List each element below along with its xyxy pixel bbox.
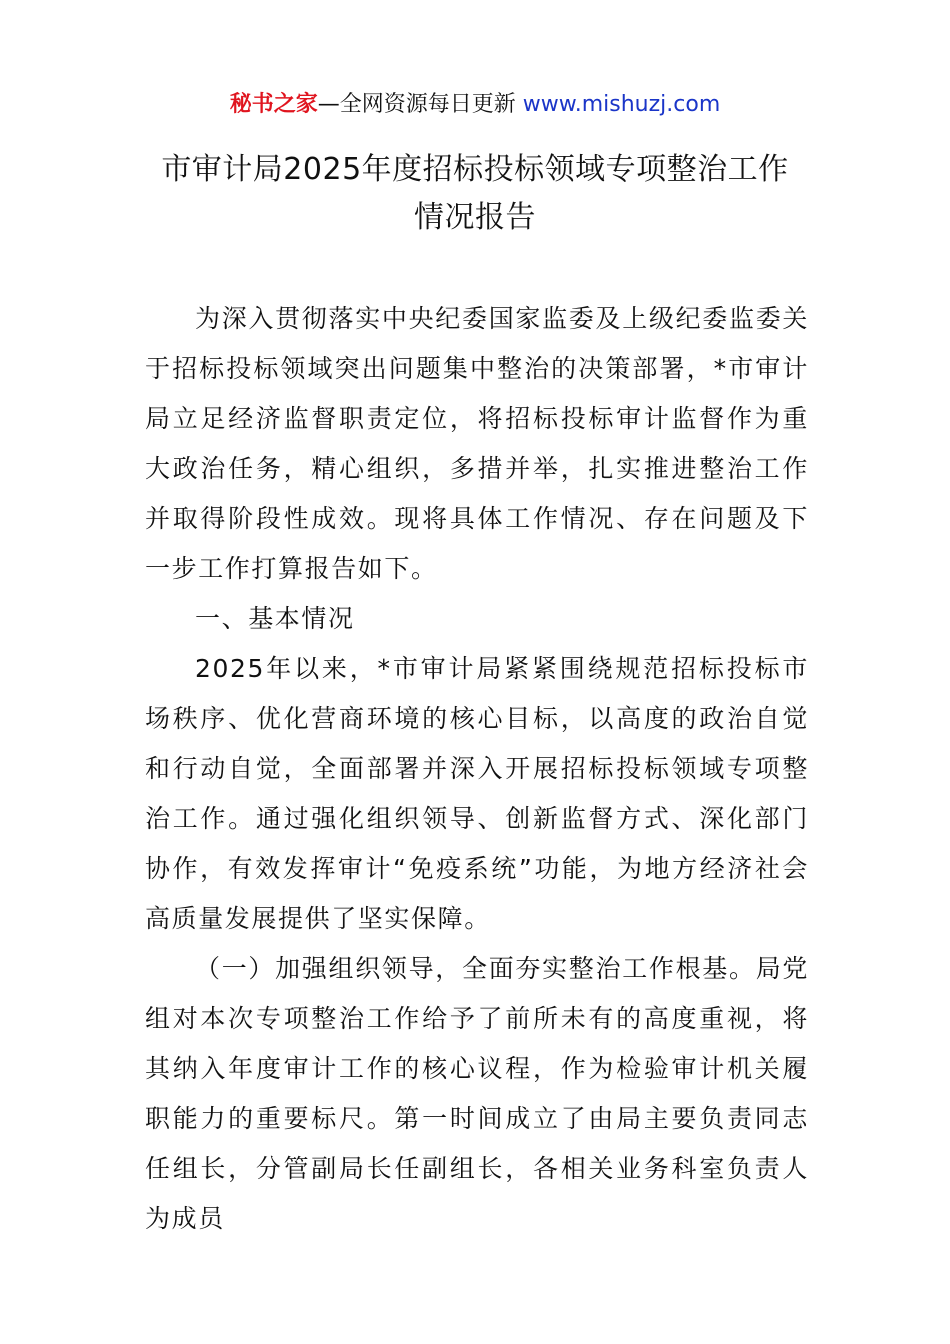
site-tagline: —全网资源每日更新	[317, 92, 516, 117]
intro-paragraph: 为深入贯彻落实中央纪委国家监委及上级纪委监委关于招标投标领域突出问题集中整治的决策部署，*市审计局立足经济监督职责定位，将招标投标审计监督作为重大政治任务，精心组织，多措并举，扎实推进整治工作并取得阶段性成效。现将具体工作情况、存在问题及下一步工作打算报告如下。	[145, 304, 809, 583]
title-line-1: 市审计局2025年度招标投标领域专项整治工作	[161, 152, 789, 187]
site-header	[0, 88, 950, 122]
document-title	[100, 146, 850, 242]
body-paragraph: （一）加强组织领导，全面夯实整治工作根基。局党组对本次专项整治工作给予了前所未有的高度重视，将其纳入年度审计工作的核心议程，作为检验审计机关履职能力的重要标尺。第一时间成立了由局主要负责同志任组长，分管副局长任副组长，各相关业务科室负责人为成员	[145, 954, 809, 1233]
section-heading: 一、基本情况	[195, 604, 355, 633]
title-line-2: 情况报告	[414, 200, 536, 235]
site-brand: 秘书之家	[229, 92, 318, 117]
body-paragraph: 2025年以来，*市审计局紧紧围绕规范招标投标市场秩序、优化营商环境的核心目标，以高度的政治自觉和行动自觉，全面部署并深入开展招标投标领域专项整治工作。通过强化组织领导、创新监督方式、深化部门协作，有效发挥审计“免疫系统”功能，为地方经济社会高质量发展提供了坚实保障。	[145, 654, 809, 933]
document-body	[145, 294, 809, 1244]
site-url-link[interactable]: www.mishuzj.com	[522, 92, 721, 117]
